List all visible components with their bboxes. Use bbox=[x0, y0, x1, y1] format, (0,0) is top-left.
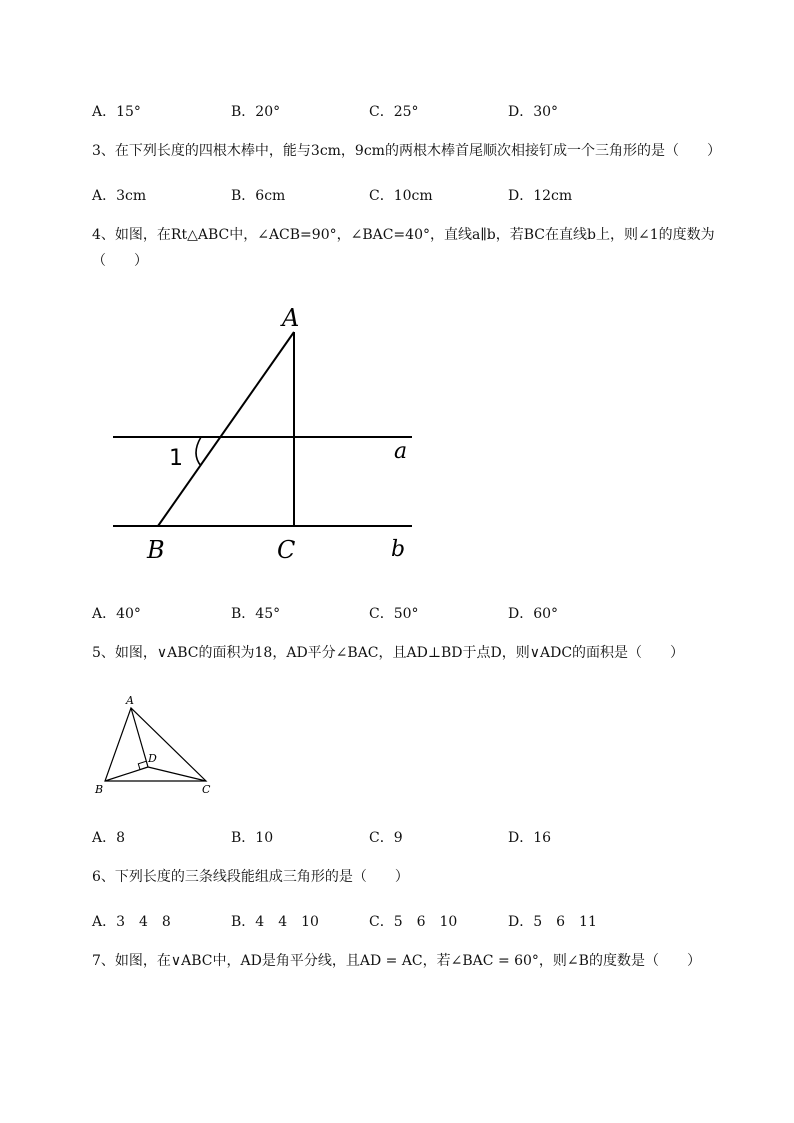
q3-options bbox=[92, 185, 732, 205]
label-c-point: C bbox=[202, 783, 211, 796]
q3-option-d: D．12cm bbox=[508, 188, 573, 204]
q2-option-a: A．15° bbox=[92, 104, 141, 120]
label-b-point: B bbox=[147, 536, 165, 564]
label-d-point: D bbox=[148, 752, 157, 765]
q5-option-a: A．8 bbox=[92, 830, 126, 846]
segment-bd bbox=[105, 767, 148, 781]
q3-option-b: B．6cm bbox=[231, 188, 286, 204]
q2-option-b: B．20° bbox=[231, 104, 281, 120]
label-a-point: A bbox=[126, 694, 134, 707]
segment-ab bbox=[158, 332, 294, 526]
label-line-a: a bbox=[394, 439, 408, 464]
q3-option-c: C．10cm bbox=[369, 188, 433, 204]
q2-option-c: C．25° bbox=[369, 104, 419, 120]
q3-question: 3、在下列长度的四根木棒中，能与3cm，9cm的两根木棒首尾顺次相接钉成一个三角形的是（ ） bbox=[92, 143, 721, 159]
q6-option-c: C．5 6 10 bbox=[369, 914, 458, 930]
label-c-point: C bbox=[277, 536, 296, 564]
q6-option-b: B．4 4 10 bbox=[231, 914, 319, 930]
q5-figure bbox=[90, 690, 220, 800]
label-angle-1: 1 bbox=[169, 446, 183, 471]
q6-option-d: D．5 6 11 bbox=[508, 914, 597, 930]
q2-options bbox=[92, 101, 732, 121]
q4-option-c: C．50° bbox=[369, 606, 419, 622]
q5-option-d: D．16 bbox=[508, 830, 552, 846]
label-line-b: b bbox=[391, 537, 406, 562]
q4-question: 4、如图，在Rt△ABC中，∠ACB=90°，∠BAC=40°，直线a∥b，若BC在直线b上，则∠1的度数为（ ） bbox=[92, 227, 715, 269]
q5-option-b: B．10 bbox=[231, 830, 274, 846]
q6-options bbox=[92, 911, 732, 931]
q6-question: 6、下列长度的三条线段能组成三角形的是（ ） bbox=[92, 869, 409, 885]
q4-option-b: B．45° bbox=[231, 606, 281, 622]
q4-option-a: A．40° bbox=[92, 606, 141, 622]
q4-option-d: D．60° bbox=[508, 606, 559, 622]
triangle-abc bbox=[105, 708, 206, 781]
q4-figure bbox=[100, 296, 430, 571]
q5-options bbox=[92, 827, 732, 847]
q4-options bbox=[92, 603, 732, 623]
q5-question: 5、如图，∨ABC的面积为18，AD平分∠BAC，且AD⊥BD于点D，则∨ADC的面积是（ ） bbox=[92, 645, 685, 661]
segment-dc bbox=[148, 767, 206, 781]
label-b-point: B bbox=[95, 783, 104, 796]
q6-option-a: A．3 4 8 bbox=[92, 914, 171, 930]
angle-1-arc bbox=[196, 437, 201, 466]
q5-option-c: C．9 bbox=[369, 830, 403, 846]
q2-option-d: D．30° bbox=[508, 104, 559, 120]
label-a-point: A bbox=[282, 304, 300, 332]
q7-question: 7、如图，在∨ABC中，AD是角平分线，且AD = AC，若∠BAC = 60°，则∠B的度数是（ ） bbox=[92, 953, 701, 969]
q3-option-a: A．3cm bbox=[92, 188, 147, 204]
